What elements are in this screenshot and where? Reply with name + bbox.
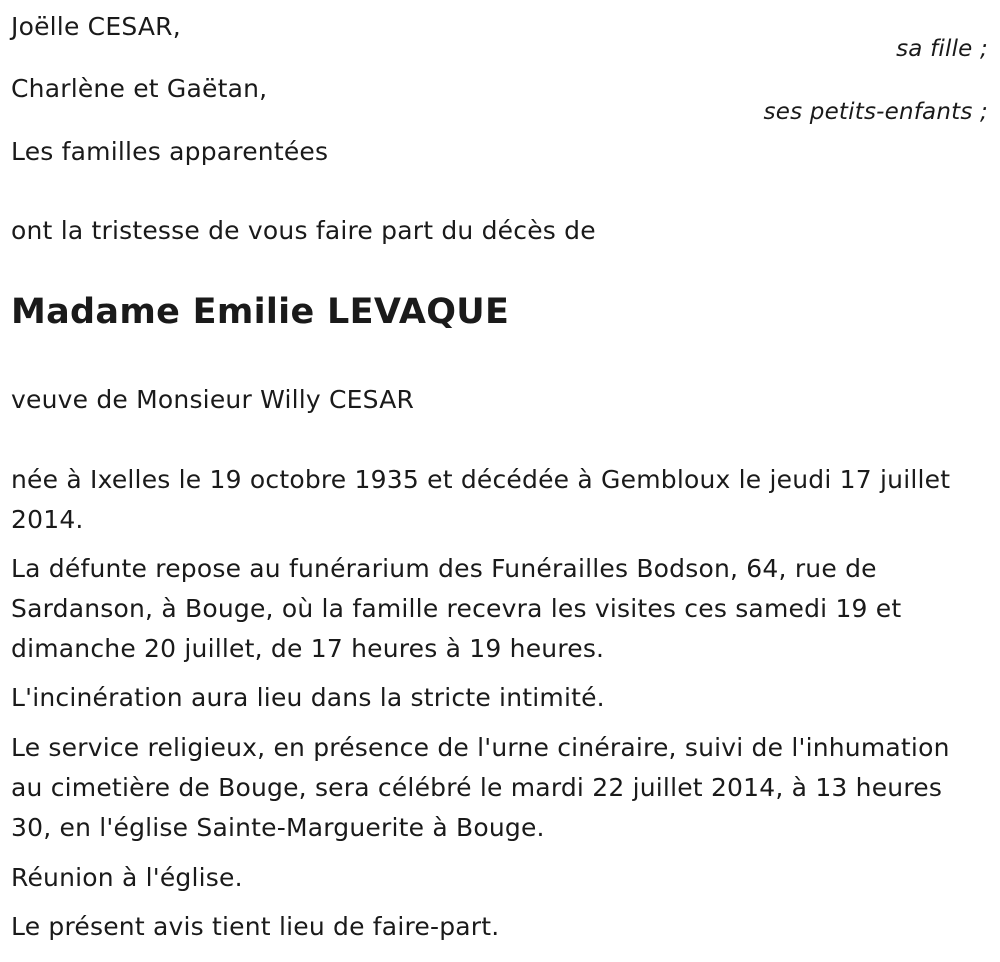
family-member-grandchildren-relation: ses petits-enfants ; bbox=[763, 99, 988, 125]
announcement-text: ont la tristesse de vous faire part du décès de bbox=[11, 216, 596, 245]
paragraph-birth-death: née à Ixelles le 19 octobre 1935 et décédée à Gembloux le jeudi 17 juillet 2014. bbox=[11, 465, 951, 534]
family-member-daughter-relation: sa fille ; bbox=[896, 36, 988, 62]
paragraph-religious-service: Le service religieux, en présence de l'urne cinéraire, suivi de l'inhumation au cimetière de Bouge, sera célébré le mardi 22 juillet 2014, à 13 heures 30, en l'église Sainte-Marguerite à Bouge. bbox=[11, 733, 950, 842]
family-member-relatives: Les familles apparentées bbox=[11, 137, 329, 166]
paragraph-funeral-home: La défunte repose au funérarium des Funérailles Bodson, 64, rue de Sardanson, à Bouge, où la famille recevra les visites ces samedi 19 et dimanche 20 juillet, de 17 heures à 19 heures. bbox=[11, 554, 902, 663]
deceased-spouse: veuve de Monsieur Willy CESAR bbox=[11, 385, 415, 414]
paragraph-notice: Le présent avis tient lieu de faire-part. bbox=[11, 912, 500, 941]
deceased-name: Madame Emilie LEVAQUE bbox=[11, 292, 510, 332]
family-member-grandchildren-names: Charlène et Gaëtan, bbox=[11, 74, 268, 103]
family-member-daughter-name: Joëlle CESAR, bbox=[11, 12, 181, 41]
paragraph-cremation: L'incinération aura lieu dans la stricte intimité. bbox=[11, 683, 605, 712]
paragraph-gathering: Réunion à l'église. bbox=[11, 863, 243, 892]
